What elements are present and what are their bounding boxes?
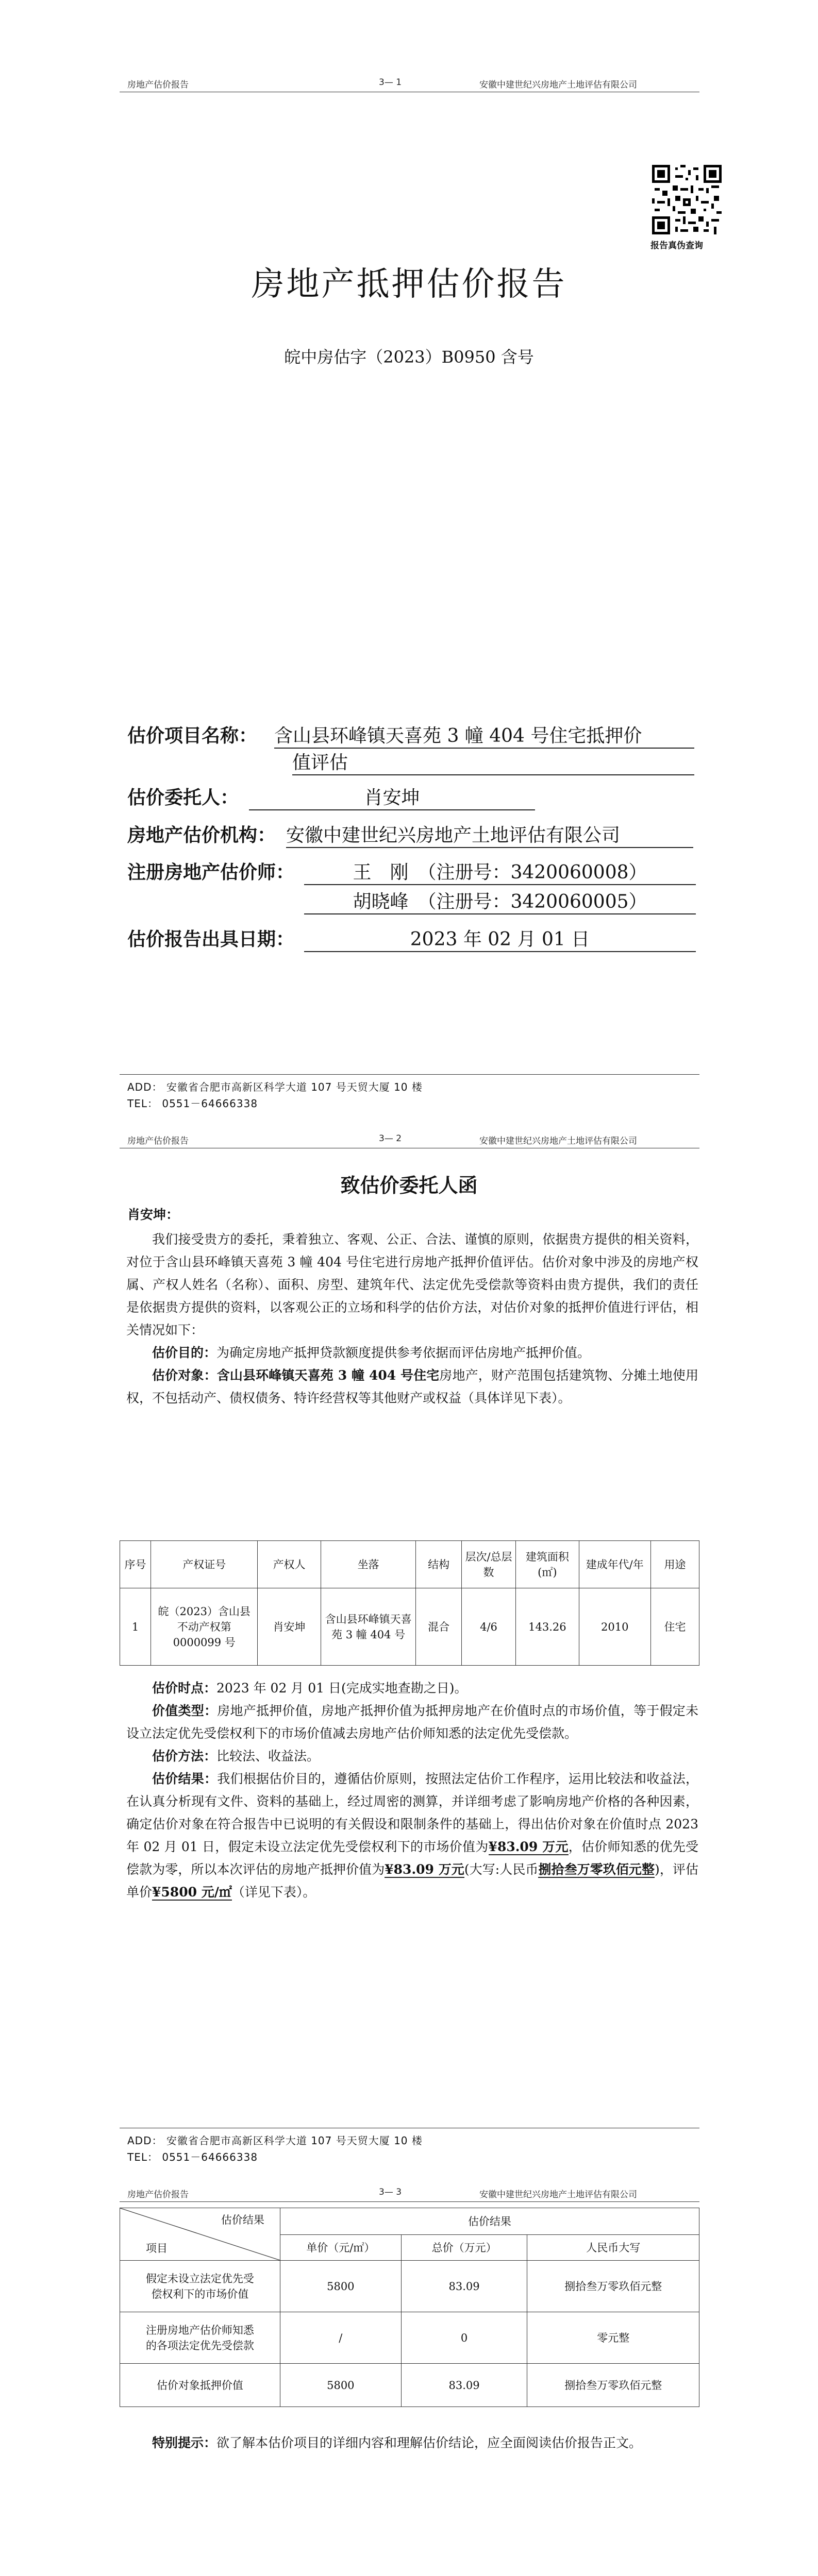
- property-table: [120, 1540, 699, 1666]
- table-header-cell: 建筑面积(㎡): [516, 1541, 579, 1588]
- purpose-label: 估价目的：: [152, 1345, 217, 1360]
- appraiser-1: 王 刚 （注册号：3420060008）: [304, 858, 696, 885]
- table-cell: 捌拾叁万零玖佰元整: [527, 2261, 699, 2312]
- page-number: 3— 2: [379, 1133, 402, 1144]
- table-row: [120, 2261, 699, 2312]
- table-header-cell: 建成年代/年: [579, 1541, 650, 1588]
- result-amount-2: ¥83.09 万元: [385, 1862, 464, 1877]
- type-text: 房地产抵押价值，房地产抵押价值为抵押房地产在价值时点的市场价值，等于假定未设立法定优先受偿权利下的市场价值减去房地产估价师知悉的法定优先受偿款。: [126, 1703, 698, 1741]
- footer-tel: TEL： 0551－64666338: [127, 2151, 258, 2163]
- table-header-cell: 产权证号: [151, 1541, 258, 1588]
- table-header-cell: 产权人: [258, 1541, 321, 1588]
- summary-table: [120, 2208, 699, 2407]
- project-value-line2: 值评估: [292, 748, 694, 775]
- report-number: 皖中房估字（2023）B0950 含号: [284, 347, 534, 367]
- client-label: 估价委托人：: [127, 787, 239, 808]
- method-label: 估价方法：: [152, 1749, 217, 1764]
- footer-tel: TEL： 0551－64666338: [127, 1097, 258, 1110]
- page-header-left: 房地产估价报告: [127, 1136, 189, 1146]
- letter-details: [126, 1677, 698, 1904]
- corner-bottom-label: 项目: [146, 2242, 168, 2255]
- col-total-header: 总价（万元）: [401, 2235, 527, 2261]
- header-divider: [120, 2201, 699, 2202]
- table-cell: 0: [401, 2312, 527, 2364]
- table-cell: 含山县环峰镇天喜苑 3 幢 404 号: [321, 1588, 416, 1666]
- col-words-header: 人民币大写: [527, 2235, 699, 2261]
- appraiser-label: 注册房地产估价师：: [127, 861, 295, 883]
- summary-group-header: 估价结果: [280, 2208, 699, 2235]
- table-cell: /: [280, 2312, 401, 2364]
- summary-header-row: [120, 2208, 699, 2235]
- footer-address: ADD： 安徽省合肥市高新区科学大道 107 号天贸大厦 10 楼: [127, 1081, 423, 1093]
- table-header-cell: 结构: [416, 1541, 461, 1588]
- table-header-cell: 坐落: [321, 1541, 416, 1588]
- special-paragraph: [126, 2432, 698, 2454]
- footer-divider: [120, 1074, 699, 1075]
- table-cell: 皖（2023）含山县不动产权第0000099 号: [151, 1588, 258, 1666]
- page-header-left: 房地产估价报告: [127, 80, 189, 90]
- method-paragraph: [126, 1745, 698, 1768]
- table-row: [120, 2364, 699, 2407]
- object-paragraph: [126, 1364, 698, 1410]
- page-header-company: 安徽中建世纪兴房地产土地评估有限公司: [479, 2190, 637, 2200]
- table-cell: 83.09: [401, 2261, 527, 2312]
- special-note: [126, 2432, 698, 2454]
- purpose-paragraph: [126, 1342, 698, 1364]
- special-text: 欲了解本估价项目的详细内容和理解估价结论，应全面阅读估价报告正文。: [216, 2435, 642, 2450]
- footer-address: ADD： 安徽省合肥市高新区科学大道 107 号天贸大厦 10 楼: [127, 2134, 423, 2147]
- purpose-text: 为确定房地产抵押贷款额度提供参考依据而评估房地产抵押价值。: [216, 1345, 591, 1360]
- result-words: 捌拾叁万零玖佰元整: [538, 1862, 655, 1877]
- letter-body: [126, 1228, 698, 1410]
- page-header-company: 安徽中建世纪兴房地产土地评估有限公司: [479, 1136, 637, 1146]
- table-cell: 零元整: [527, 2312, 699, 2364]
- table-header-cell: 用途: [650, 1541, 699, 1588]
- page-number: 3— 1: [379, 77, 402, 88]
- qr-code-icon[interactable]: [652, 165, 722, 234]
- table-cell: 假定未设立法定优先受偿权利下的市场价值: [120, 2261, 280, 2312]
- client-value: 肖安坤: [249, 783, 535, 810]
- result-text-a: 我们根据估价目的，遵循估价原则，按照法定估价工作程序，运用比较法和收益法，在认真分析现有文件、资料的基础上，经过周密的测算，并详细考虑了影响房地产价格的各种因素，确定估价对象在符合报告中已说明的有关假设和限制条件的基础上，得出估价对象在价值时点 2023 年 02 月 01 日，假定未设立法定优先受偿权利下的市场价值为: [126, 1771, 698, 1854]
- summary-corner-cell: [120, 2208, 280, 2261]
- date-value: 2023 年 02 月 01 日: [304, 925, 696, 952]
- object-address: 含山县环峰镇天喜苑 3 幢 404 号住宅: [216, 1368, 440, 1383]
- table-cell: 注册房地产估价师知悉的各项法定优先受偿款: [120, 2312, 280, 2364]
- result-text-e: （详见下表）。: [231, 1885, 316, 1900]
- result-label: 估价结果：: [152, 1771, 218, 1786]
- table-cell: 肖安坤: [258, 1588, 321, 1666]
- result-paragraph: [126, 1768, 698, 1904]
- result-unit-price: ¥5800 元/㎡: [152, 1885, 232, 1900]
- letter-salutation: 肖安坤：: [127, 1207, 179, 1222]
- appraiser-2: 胡晓峰 （注册号：3420060005）: [304, 887, 696, 914]
- table-cell: 4/6: [461, 1588, 515, 1666]
- time-label: 估价时点：: [152, 1681, 217, 1696]
- result-text-c: (大写:人民币: [464, 1862, 539, 1877]
- page-header-left: 房地产估价报告: [127, 2190, 189, 2200]
- corner-top-label: 估价结果: [221, 2214, 264, 2226]
- table-cell: 住宅: [650, 1588, 699, 1666]
- table-cell: 混合: [416, 1588, 461, 1666]
- table-cell: 捌拾叁万零玖佰元整: [527, 2364, 699, 2407]
- col-unit-header: 单价（元/㎡）: [280, 2235, 401, 2261]
- table-header-cell: 层次/总层数: [461, 1541, 515, 1588]
- time-text: 2023 年 02 月 01 日(完成实地查勘之日)。: [216, 1681, 468, 1696]
- table-cell: 2010: [579, 1588, 650, 1666]
- letter-title: 致估价委托人函: [340, 1174, 478, 1197]
- agency-value: 安徽中建世纪兴房地产土地评估有限公司: [286, 821, 693, 848]
- table-cell: 143.26: [516, 1588, 579, 1666]
- report-title: 房地产抵押估价报告: [251, 265, 567, 303]
- project-value-line1: 含山县环峰镇天喜苑 3 幢 404 号住宅抵押价: [274, 721, 694, 749]
- agency-label: 房地产估价机构：: [127, 824, 276, 846]
- table-cell: 估价对象抵押价值: [120, 2364, 280, 2407]
- project-label: 估价项目名称：: [127, 725, 258, 747]
- table-cell: 83.09: [401, 2364, 527, 2407]
- result-amount-1: ¥83.09 万元: [488, 1839, 569, 1854]
- date-label: 估价报告出具日期：: [127, 928, 295, 950]
- time-paragraph: [126, 1677, 698, 1700]
- table-cell: 1: [120, 1588, 151, 1666]
- object-label: 估价对象：: [152, 1368, 217, 1383]
- page-header-company: 安徽中建世纪兴房地产土地评估有限公司: [479, 80, 637, 90]
- qr-caption: 报告真伪查询: [650, 241, 703, 251]
- table-row: [120, 2312, 699, 2364]
- table-cell: 5800: [280, 2261, 401, 2312]
- special-label: 特别提示：: [152, 2435, 217, 2450]
- table-cell: 5800: [280, 2364, 401, 2407]
- table-row: [120, 1588, 699, 1666]
- page-number: 3— 3: [379, 2187, 402, 2197]
- result-text-b: ，估价师知悉的优先受偿款为零，所以本次评估的房地产抵押价值为: [126, 1839, 698, 1877]
- result-text-d: )，评估单价: [126, 1862, 698, 1900]
- letter-intro: 我们接受贵方的委托，秉着独立、客观、公正、合法、谨慎的原则，依据贵方提供的相关资料，对位于含山县环峰镇天喜苑 3 幢 404 号住宅进行房地产抵押价值评估。估价对象中涉及的房地产权属、产权人姓名（名称）、面积、房型、建筑年代、法定优先受偿款等资料由贵方提供，我们的责任是依据贵方提供的资料，以客观公正的立场和科学的估价方法，对估价对象的抵押价值进行评估，相关情况如下：: [126, 1232, 698, 1337]
- type-label: 价值类型：: [152, 1703, 218, 1718]
- type-paragraph: [126, 1700, 698, 1745]
- table-header-cell: 序号: [120, 1541, 151, 1588]
- object-text: 房地产，财产范围包括建筑物、分摊土地使用权，不包括动产、债权债务、特许经营权等其他财产或权益（具体详见下表）。: [126, 1368, 698, 1405]
- table-header-row: [120, 1541, 699, 1588]
- method-text: 比较法、收益法。: [216, 1749, 320, 1764]
